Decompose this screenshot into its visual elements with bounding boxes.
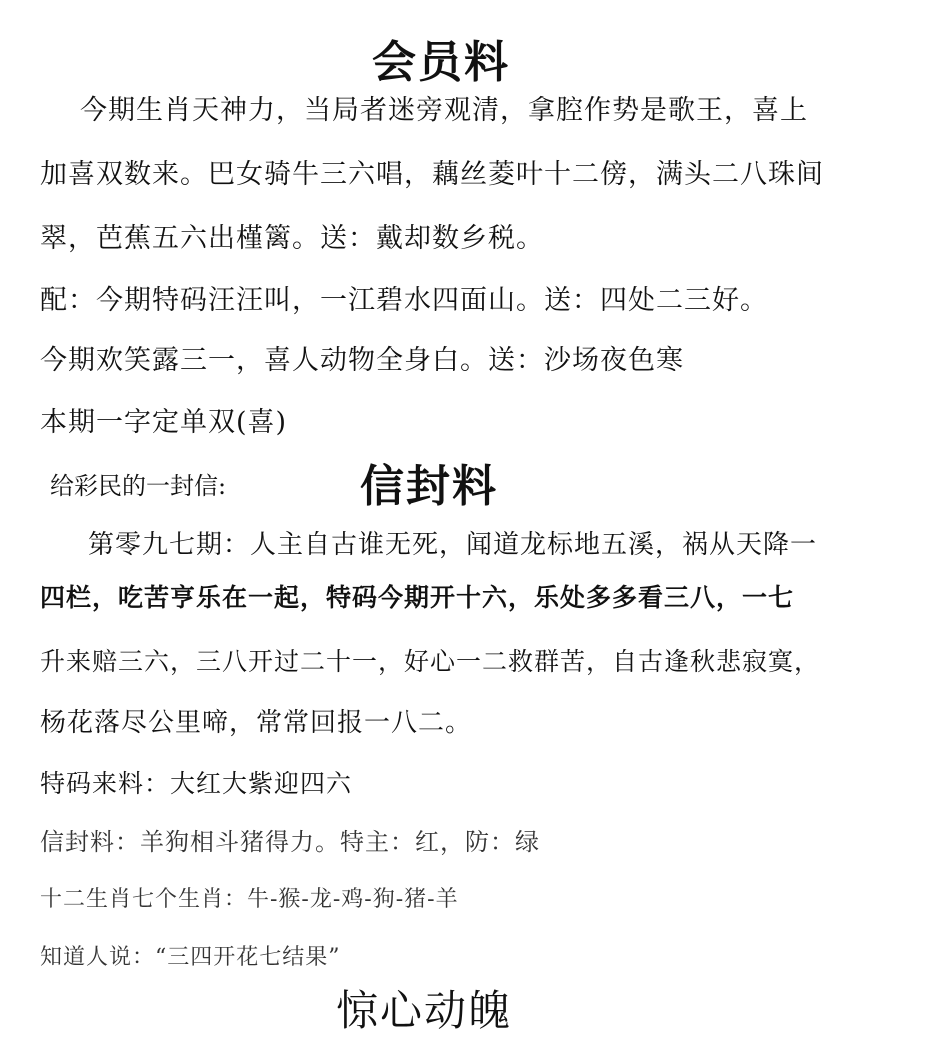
member-info-line-2: 加喜双数来。巴女骑牛三六唱，藕丝菱叶十二傍，满头二八珠间: [40, 159, 824, 190]
envelope-line-3: 升来赔三六，三八开过二十一，好心一二救群苦，自古逢秋悲寂寞，: [40, 647, 821, 676]
envelope-line-6: 信封料：羊狗相斗猪得力。特主：红，防：绿: [40, 828, 540, 856]
envelope-line-4: 杨花落尽公里啼，常常回报一八二。: [40, 708, 473, 738]
envelope-line-7: 十二生肖七个生肖：牛-猴-龙-鸡-狗-猪-羊: [40, 887, 459, 912]
member-info-title: 会员料: [372, 37, 510, 88]
envelope-line-5: 特码来料：大红大紫迎四六: [40, 769, 353, 798]
member-info-line-1: 今期生肖天神力，当局者迷旁观清，拿腔作势是歌王，喜上: [80, 95, 808, 126]
envelope-line-2: 四栏，吃苦亨乐在一起，特码今期开十六，乐处多多看三八，一七: [40, 583, 795, 612]
member-info-line-3: 翠，芭蕉五六出槿篱。送：戴却数乡税。: [40, 223, 544, 254]
envelope-line-1: 第零九七期：人主自古谁无死，闻道龙标地五溪，祸从天降一: [88, 530, 818, 560]
envelope-line-8: 知道人说：“三四开花七结果”: [40, 945, 341, 970]
member-info-line-4: 配：今期特码汪汪叫，一江碧水四面山。送：四处二三好。: [40, 285, 768, 316]
envelope-info-title: 信封料: [360, 461, 498, 512]
member-info-line-5: 今期欢笑露三一，喜人动物全身白。送：沙场夜色寒: [40, 345, 684, 376]
member-info-line-6: 本期一字定单双(喜): [40, 407, 288, 438]
letter-intro: 给彩民的一封信:: [50, 472, 227, 500]
thrilling-title: 惊心动魄: [336, 986, 513, 1035]
